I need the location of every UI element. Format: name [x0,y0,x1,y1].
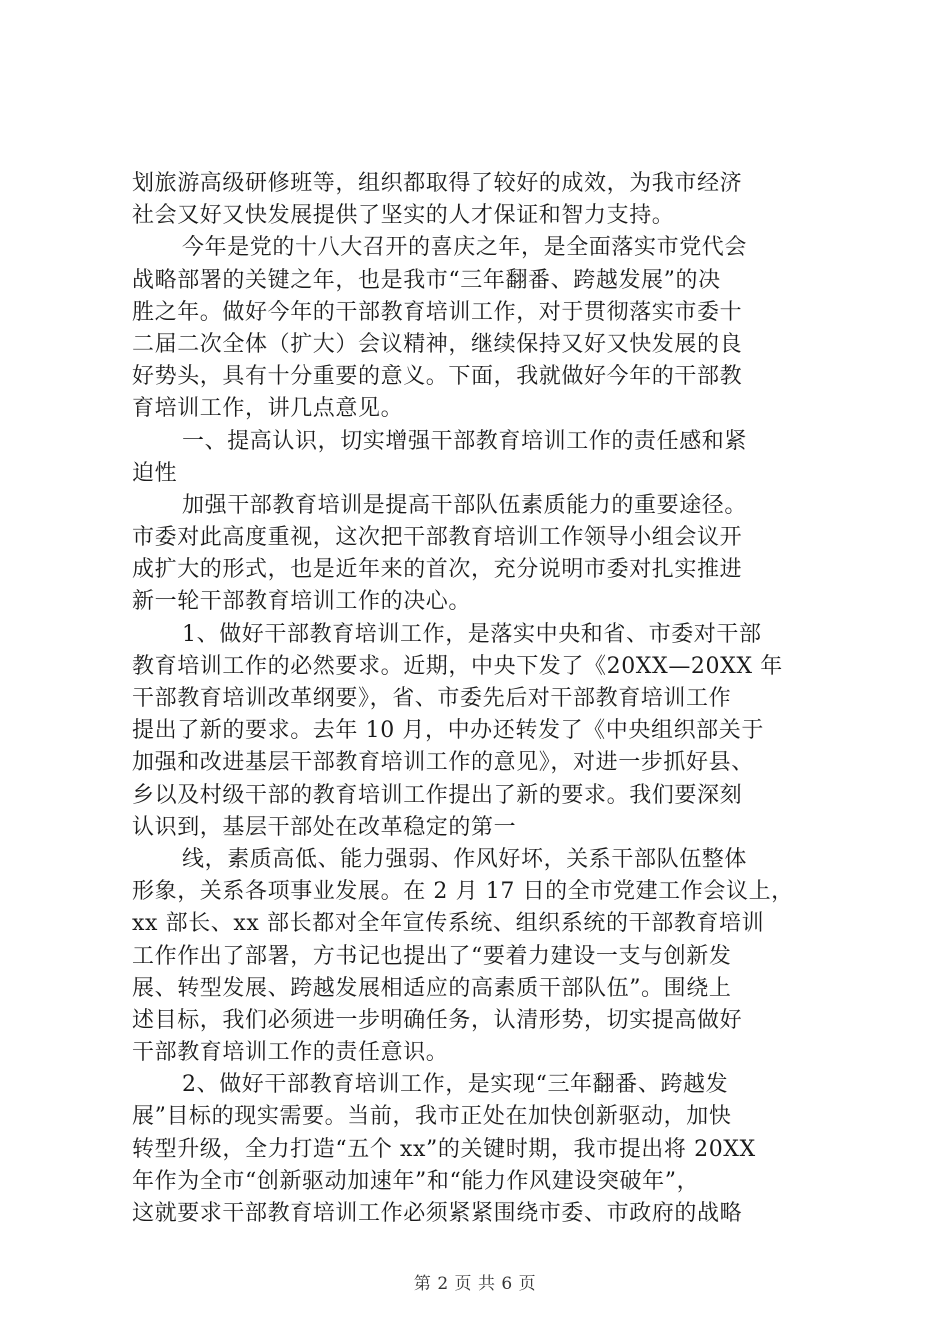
text-line: 成扩大的形式，也是近年来的首次，充分说明市委对扎实推进 [132,557,743,583]
text-line: 育培训工作，讲几点意见。 [132,396,404,422]
text-line: 1、做好干部教育培训工作，是落实中央和省、市委对干部 [182,621,762,647]
section-heading: 迫性 [132,460,178,486]
text-line: 转型升级，全力打造“五个 xx”的关键时期，我市提出将 20XX [132,1136,756,1162]
document-body [132,168,832,1230]
text-line: 胜之年。做好今年的干部教育培训工作，对于贯彻落实市委十 [132,299,743,325]
text-line: 形象，关系各项事业发展。在 2 月 17 日的全市党建工作会议上， [132,879,794,905]
text-line: 好势头，具有十分重要的意义。下面，我就做好今年的干部教 [132,364,743,390]
text-line: 市委对此高度重视，这次把干部教育培训工作领导小组会议开 [132,525,743,551]
text-line: 干部教育培训改革纲要》，省、市委先后对干部教育培训工作 [132,686,732,711]
text-line: 干部教育培训工作的责任意识。 [132,1040,449,1066]
text-line: 述目标，我们必须进一步明确任务，认清形势，切实提高做好 [132,1007,743,1033]
text-line: 乡以及村级干部的教育培训工作提出了新的要求。我们要深刻 [132,782,743,808]
text-line: 加强干部教育培训是提高干部队伍素质能力的重要途径。 [182,492,748,518]
text-line: xx 部长、xx 部长都对全年宣传系统、组织系统的干部教育培训 [132,911,765,937]
text-line: 工作作出了部署，方书记也提出了“要着力建设一支与创新发 [132,943,732,969]
text-line: 展”目标的现实需要。当前，我市正处在加快创新驱动，加快 [132,1104,732,1130]
page-footer: 第 2 页 共 6 页 [413,1274,537,1294]
text-line: 加强和改进基层干部教育培训工作的意见》，对进一步抓好县、 [132,750,754,776]
text-line: 认识到，基层干部处在改革稳定的第一 [132,814,517,840]
text-line: 今年是党的十八大召开的喜庆之年，是全面落实市党代会 [182,235,748,261]
text-line: 社会又好又快发展提供了坚实的人才保证和智力支持。 [132,203,675,229]
text-line: 年作为全市“创新驱动加速年”和“能力作风建设突破年”， [132,1168,700,1194]
text-line: 战略部署的关键之年，也是我市“三年翻番、跨越发展”的决 [132,267,721,293]
text-line: 提出了新的要求。去年 10 月，中办还转发了《中央组织部关于 [132,718,764,744]
text-line: 这就要求干部教育培训工作必须紧紧围绕市委、市政府的战略 [132,1201,743,1226]
section-heading: 一、提高认识，切实增强干部教育培训工作的责任感和紧 [182,428,748,454]
text-line: 二届二次全体（扩大）会议精神，继续保持又好又快发展的良 [132,331,743,357]
text-line: 教育培训工作的必然要求。近期，中央下发了《20XX—20XX 年 [132,653,783,679]
text-line: 线，素质高低、能力强弱、作风好坏，关系干部队伍整体 [182,846,748,872]
text-line: 新一轮干部教育培训工作的决心。 [132,589,472,615]
text-line: 展、转型发展、跨越发展相适应的高素质干部队伍”。围绕上 [132,975,732,1001]
text-line: 划旅游高级研修班等，组织都取得了较好的成效，为我市经济 [132,171,743,196]
text-line: 2、做好干部教育培训工作，是实现“三年翻番、跨越发 [182,1072,729,1098]
